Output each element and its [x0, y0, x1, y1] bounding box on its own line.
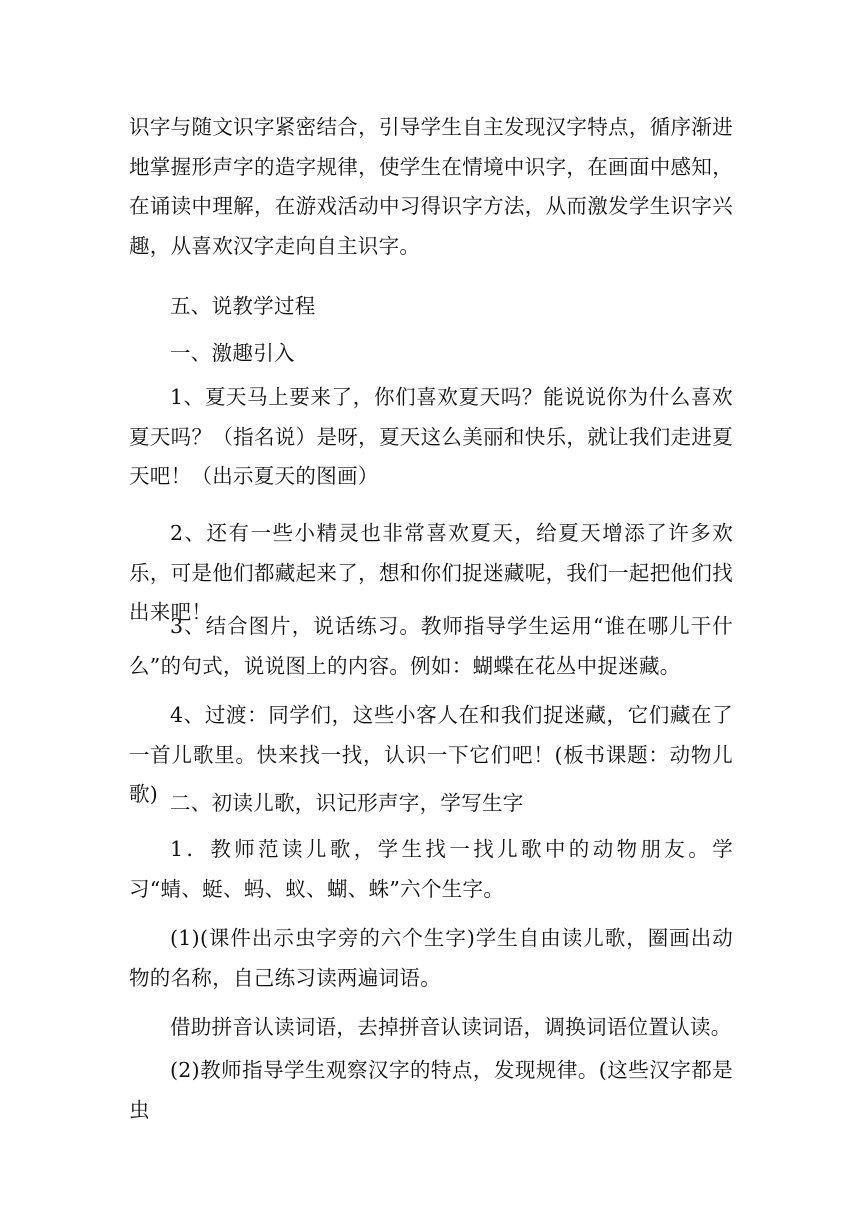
- paragraph-step-4: 4、过渡：同学们，这些小客人在和我们捉迷藏，它们藏在了一首儿歌里。快来找一找，认识一下它们吧！(板书课题：动物儿歌): [129, 703, 733, 806]
- heading-first-reading: 二、初读儿歌，识记形声字，学写生字: [170, 791, 524, 815]
- paragraph-step-1: 1、夏天马上要来了，你们喜欢夏天吗？能说说你为什么喜欢夏天吗？（指名说）是呀，夏天这么美丽和快乐，就让我们走进夏天吧！（出示夏天的图画）: [129, 385, 733, 488]
- paragraph-step-2: 2、还有一些小精灵也非常喜欢夏天，给夏天增添了许多欢乐，可是他们都藏起来了，想和你们捉迷藏呢，我们一起把他们找出来吧！: [129, 521, 733, 624]
- paragraph-sub-step-1-2: (2)教师指导学生观察汉字的特点，发现规律。(这些汉字都是虫: [129, 1058, 733, 1122]
- paragraph-sub-step-1: 1．教师范读儿歌，学生找一找儿歌中的动物朋友。学习“蜻、蜓、蚂、蚁、蝴、蛛”六个生字。: [129, 837, 733, 901]
- paragraph-step-3: 3、结合图片，说话练习。教师指导学生运用“谁在哪儿干什么”的句式，说说图上的内容。例如：蝴蝶在花丛中捉迷藏。: [129, 614, 733, 678]
- heading-introduction: 一、激趣引入: [170, 341, 295, 365]
- paragraph-pinyin-reading: 借助拼音认读词语，去掉拼音认读词语，调换词语位置认读。: [170, 1015, 732, 1039]
- paragraph-literacy-goals: 识字与随文识字紧密结合，引导学生自主发现汉字特点，循序渐进地掌握形声字的造字规律，使学生在情境中识字，在画面中感知，在诵读中理解，在游戏活动中习得识字方法，从而激发学生识字兴趣，从喜欢汉字走向自主识字。: [129, 115, 733, 258]
- paragraph-sub-step-1-1: (1)(课件出示虫字旁的六个生字)学生自由读儿歌，圈画出动物的名称，自己练习读两遍词语。: [129, 926, 733, 990]
- heading-teaching-process: 五、说教学过程: [170, 294, 316, 318]
